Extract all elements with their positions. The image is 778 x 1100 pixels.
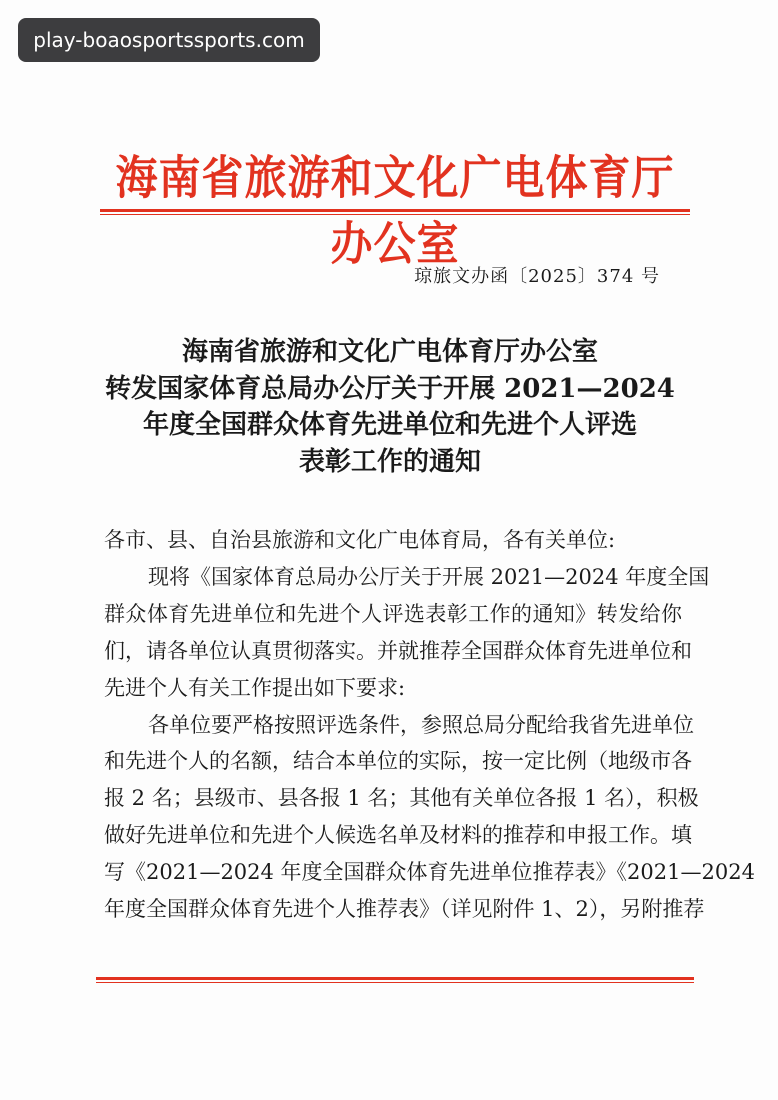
title-line: 年度全国群众体育先进单位和先进个人评选	[142, 410, 637, 440]
body-line: 做好先进单位和先进个人候选名单及材料的推荐和申报工作。填	[104, 823, 692, 848]
body-line: 先进个人有关工作提出如下要求:	[104, 675, 406, 700]
document-body	[104, 522, 755, 928]
letterhead-rule-thin	[100, 214, 690, 215]
title-line: 转发国家体育总局办公厅关于开展 2021—2024	[105, 373, 675, 404]
footer-rule	[96, 977, 694, 980]
body-line: 和先进个人的名额，结合本单位的实际，按一定比例（地级市各	[104, 749, 692, 774]
letterhead-rule	[100, 209, 690, 212]
body-line: 报 2 名；县级市、县各报 1 名；其他有关单位各报 1 名），积极	[104, 786, 699, 811]
body-line: 年度全国群众体育先进个人推荐表》（详见附件 1、2），另附推荐	[104, 897, 705, 922]
document-number: 琼旅文办函〔2025〕374 号	[414, 266, 660, 287]
document-title	[90, 334, 690, 480]
footer-rule-thin	[96, 982, 694, 983]
title-line: 表彰工作的通知	[298, 446, 481, 477]
letterhead: 海南省旅游和文化广电体育厅办公室	[115, 150, 675, 271]
salutation: 各市、县、自治县旅游和文化广电体育局，各有关单位:	[104, 528, 616, 552]
body-line: 写《2021—2024 年度全国群众体育先进单位推荐表》《2021—2024	[104, 860, 755, 885]
title-line: 海南省旅游和文化广电体育厅办公室	[181, 337, 598, 367]
watermark-badge: play-boaosportssports.com	[18, 18, 320, 62]
body-line: 现将《国家体育总局办公厅关于开展 2021—2024 年度全国	[148, 564, 710, 589]
body-line: 群众体育先进单位和先进个人评选表彰工作的通知》转发给你	[104, 601, 682, 626]
body-line: 各单位要严格按照评选条件，参照总局分配给我省先进单位	[148, 712, 694, 737]
body-line: 们，请各单位认真贯彻落实。并就推荐全国群众体育先进单位和	[104, 638, 692, 663]
